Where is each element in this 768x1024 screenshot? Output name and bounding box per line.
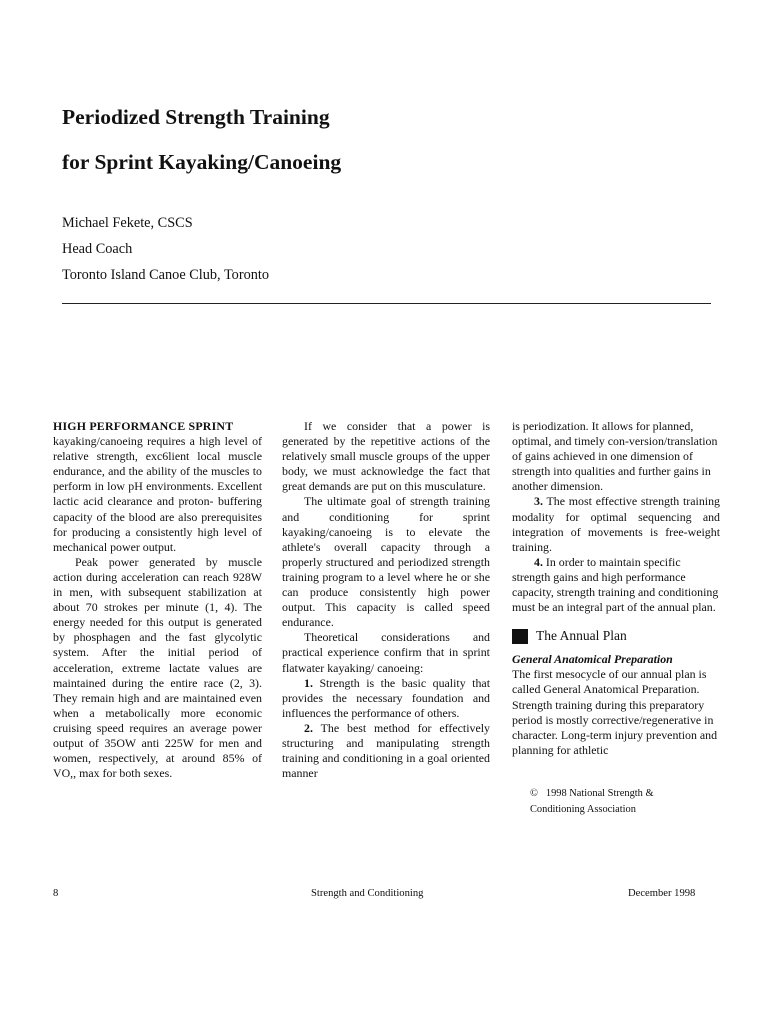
copyright-line-1: 1998 National Strength &	[545, 787, 654, 799]
body-paragraph: The first mesocycle of our annual plan is called General Anatomical Preparation. Strength training during this preparatory period is mostly corrective/regenerative in character. Long-term injury prevention and planning for athletic	[512, 667, 718, 757]
body-paragraph: Peak power generated by muscle action during acceleration can reach 928W in men, with subsequent stabilization at about 70 strokes per minute (1, 4). The energy needed for this output is generated by phosphagen and the fast glycolytic system. After the initial period of acceleration, extreme lactate values are maintained during the entire race (2, 3). They remain high and are maintained even when a metabolically more economic cruising speed requires an average power output of 35OW anti 225W for men and women, respectively, at around 85% of VO,, max for both sexes.	[53, 554, 262, 781]
copyright-symbol: ©	[530, 787, 538, 799]
lead-in-caps: HIGH PERFORMANCE SPRINT	[53, 419, 234, 433]
numbered-point-1	[282, 676, 490, 721]
intro-paragraph-text: kayaking/canoeing requires a high level of relative strength, exc6lient local muscle endurance, and the ability of the muscles to perform in low pH environments. Excellent lactic acid clearance and proton- buffering capacity of the blood are also prerequisites for producing a consistently high level of mechanical power output.	[53, 434, 262, 554]
header-divider	[62, 303, 711, 304]
text-column-3	[512, 419, 720, 818]
point-number: 3.	[534, 494, 543, 509]
author-role: Head Coach	[62, 241, 133, 257]
article-title-line-1: Periodized Strength Training	[62, 105, 330, 129]
section-square-icon	[512, 629, 528, 644]
numbered-point-2	[282, 721, 490, 781]
point-text: In order to maintain specific strength gains and high performance capacity, strength training and conditioning must be an integral part of the annual plan.	[512, 554, 719, 615]
intro-paragraph	[53, 419, 262, 555]
section-heading-text: The Annual Plan	[536, 628, 627, 644]
body-paragraph: If we consider that a power is generated by the repetitive actions of the relatively small muscle groups of the upper body, we must acknowledge the fact that great demands are put on this musculature.	[282, 419, 490, 494]
author-name: Michael Fekete, CSCS	[62, 215, 193, 231]
page-number: 8	[53, 888, 59, 899]
numbered-point-3	[512, 494, 720, 554]
point-text: The most effective strength training modality for optimal sequencing and integration of movements is free-weight training.	[512, 494, 720, 554]
section-heading	[512, 628, 720, 644]
issue-date: December 1998	[628, 888, 696, 899]
point-number: 4.	[534, 554, 543, 569]
article-title-line-2: for Sprint Kayaking/Canoeing	[62, 150, 342, 174]
copyright-line-2: Conditioning Association	[530, 803, 636, 815]
body-paragraph: The ultimate goal of strength training and conditioning for sprint kayaking/canoeing is to elevate the athlete's overall capacity through a properly structured and periodized strength training program to a level where he or she can produce consistently high power output. This capacity is called speed endurance.	[282, 494, 490, 630]
author-affiliation: Toronto Island Canoe Club, Toronto	[62, 267, 270, 283]
subsection-heading: General Anatomical Preparation	[512, 652, 673, 667]
text-column-1	[53, 419, 262, 781]
point-number: 2.	[304, 720, 313, 735]
body-paragraph: is periodization. It allows for planned, optimal, and timely con-version/translation of gains achieved in one dimension of strength into qualities and further gains in another dimension.	[512, 419, 718, 494]
numbered-point-4	[512, 555, 720, 615]
journal-name: Strength and Conditioning	[311, 888, 424, 899]
point-number: 1.	[304, 675, 313, 690]
copyright-notice	[530, 786, 720, 818]
point-text: The best method for effectively structuring and manipulating strength training and conditioning in a goal oriented manner	[282, 720, 490, 781]
body-paragraph: Theoretical considerations and practical experience confirm that in sprint flatwater kayaking/ canoeing:	[282, 630, 490, 675]
point-text: Strength is the basic quality that provides the necessary foundation and influences the performance of others.	[282, 675, 490, 720]
text-column-2	[282, 419, 490, 781]
